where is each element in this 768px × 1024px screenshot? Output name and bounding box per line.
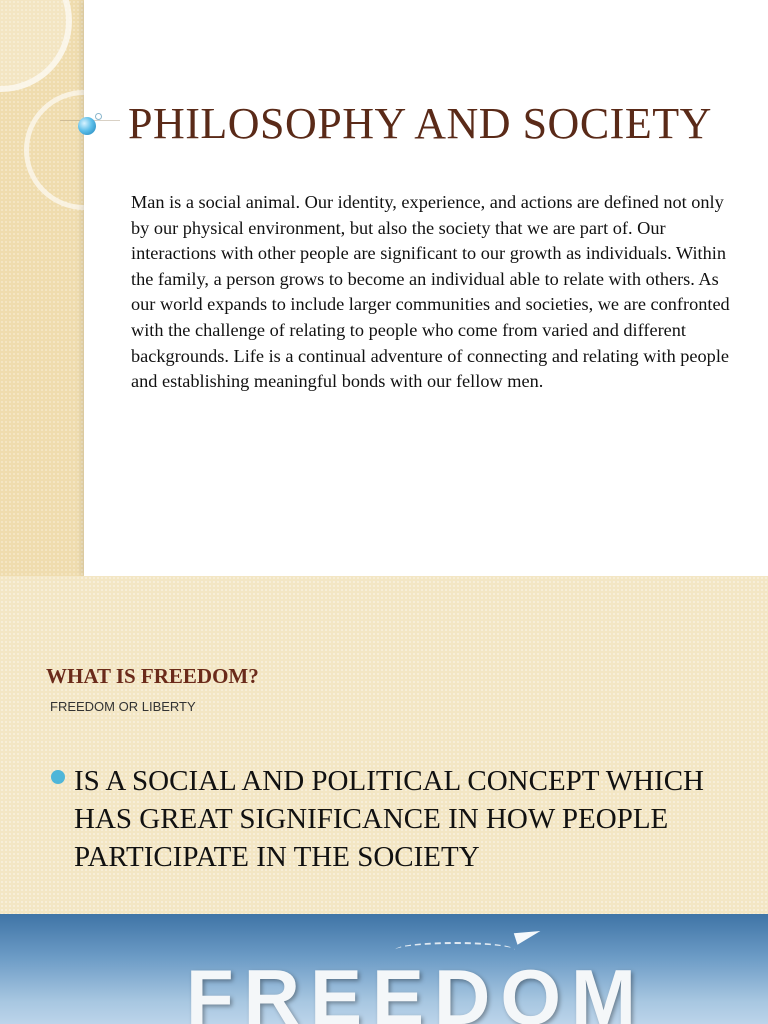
bullet-dot-icon	[51, 770, 65, 784]
blue-orb-icon	[78, 117, 96, 135]
slide-subtitle: FREEDOM OR LIBERTY	[50, 699, 196, 714]
slide-paragraph: Man is a social animal. Our identity, experience, and actions are defined not only by our physical environment, but also the society that we are part of. Our interactions with other people are significant to our growth as individuals. Within the family, a person grows to become an individual able to relate with others. As our world expands to include larger communities and societies, we are confronted with the challenge of relating to people who come from varied and different backgrounds. Life is a continual adventure of connecting and relating with people and establishing meaningful bonds with our fellow men.	[131, 192, 730, 392]
freedom-banner-image	[0, 914, 768, 1024]
slide-title: WHAT IS FREEDOM?	[46, 664, 259, 688]
banner-word: FREEDOM	[186, 953, 646, 1024]
slide-what-is-freedom	[0, 576, 768, 914]
slide-title: PHILOSOPHY AND SOCIETY	[128, 99, 712, 148]
bullet-text: IS A SOCIAL AND POLITICAL CONCEPT WHICH HAS GREAT SIGNIFICANCE IN HOW PEOPLE PARTICIPATE IN THE SOCIETY	[74, 765, 704, 873]
decorative-circle	[0, 0, 72, 92]
paper-plane-icon	[514, 925, 542, 944]
small-circle-icon	[95, 113, 102, 120]
